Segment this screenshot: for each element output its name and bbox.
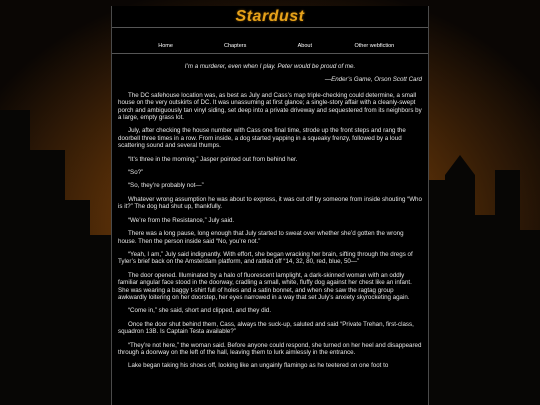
story-paragraph: Once the door shut behind them, Cass, always the suck-up, saluted and said “Private Trehan, first-class, squadron 13B. Is Captain Testa available?” (118, 320, 414, 336)
nav-about-link[interactable]: About (297, 43, 312, 49)
story-paragraph: Lake began taking his shoes off, looking like an ungainly flamingo as he teetered on one foot to (128, 362, 389, 370)
story-paragraph: “It’s three in the morning,” Jasper pointed out from behind her. (128, 155, 298, 163)
epigraph-quote: I’m a murderer, even when I play. Peter would be proud of me. (184, 63, 356, 70)
nav-chapters-link[interactable]: Chapters (224, 43, 247, 49)
site-banner (112, 6, 428, 28)
story-paragraph: “Yeah, I am,” July said indignantly. With effort, she began wracking her brain, sifting through the dregs of Tyler’s brief back on the Amsterdam platform, and rattled off “14, 32, 80, red, blue, 50—” (118, 250, 413, 266)
story-paragraph: “Come in,” she said, short and clipped, and they did. (128, 307, 272, 315)
story-paragraph: Whatever wrong assumption he was about to express, it was cut off by someone from inside shouting “Who is it?” The dog had shut up, thankfully. (118, 195, 422, 211)
page-container (111, 6, 429, 405)
story-paragraph: “So, they’re probably not—” (128, 182, 204, 190)
story-paragraph: The door opened. Illuminated by a halo of fluorescent lamplight, a dark-skinned woman with an oddly familiar angular face stood in the doorway, cradling a small, white, fluffy dog against her chest like an infant. She was wearing a baggy t-shirt full of holes and a satin bonnet, and when she saw the ragtag group awkwardly loitering on her doorstep, her eyes narrowed in a way that set July’s anxiety skyrocketing again. (118, 271, 412, 301)
story-paragraph: There was a long pause, long enough that July started to sweat over whether she’d gotten the wrong house. Then the person inside said “No, you’re not.” (118, 230, 404, 245)
epigraph-attribution: —Ender’s Game, Orson Scott Card (324, 76, 422, 84)
site-logo[interactable] (236, 8, 305, 26)
story-paragraph: “So?” (128, 169, 144, 177)
site-title: Stardust (235, 7, 305, 25)
story-paragraph: The DC safehouse location was, as best as July and Cass’s map triple-checking could determine, a small house on the very outskirts of DC. It was unassuming at first glance; a single-story affair with a cleanly-swept porch and ambiguously tan vinyl siding, set deep into a private driveway and sequestered from its neighbors by a large, empty grass lot. (118, 91, 422, 122)
story-paragraph: “They’re not here,” the woman said. Before anyone could respond, she turned on her heel and disappeared through a doorway on the left of the hall, leaving them to lurk aimlessly in the entrance. (118, 341, 422, 356)
story-paragraph: July, after checking the house number with Cass one final time, strode up the front steps and rang the doorbell three times in a row. From inside, a dog started yapping in a squeaky frenzy, followed by a loud scattering sound and several thumps. (118, 127, 406, 150)
main-nav (112, 28, 428, 54)
story-paragraph: “We’re from the Resistance,” July said. (128, 216, 235, 224)
chapter-content (112, 54, 428, 370)
nav-other-webfiction-link[interactable]: Other webfiction (354, 43, 395, 49)
nav-home-link[interactable]: Home (158, 43, 173, 49)
